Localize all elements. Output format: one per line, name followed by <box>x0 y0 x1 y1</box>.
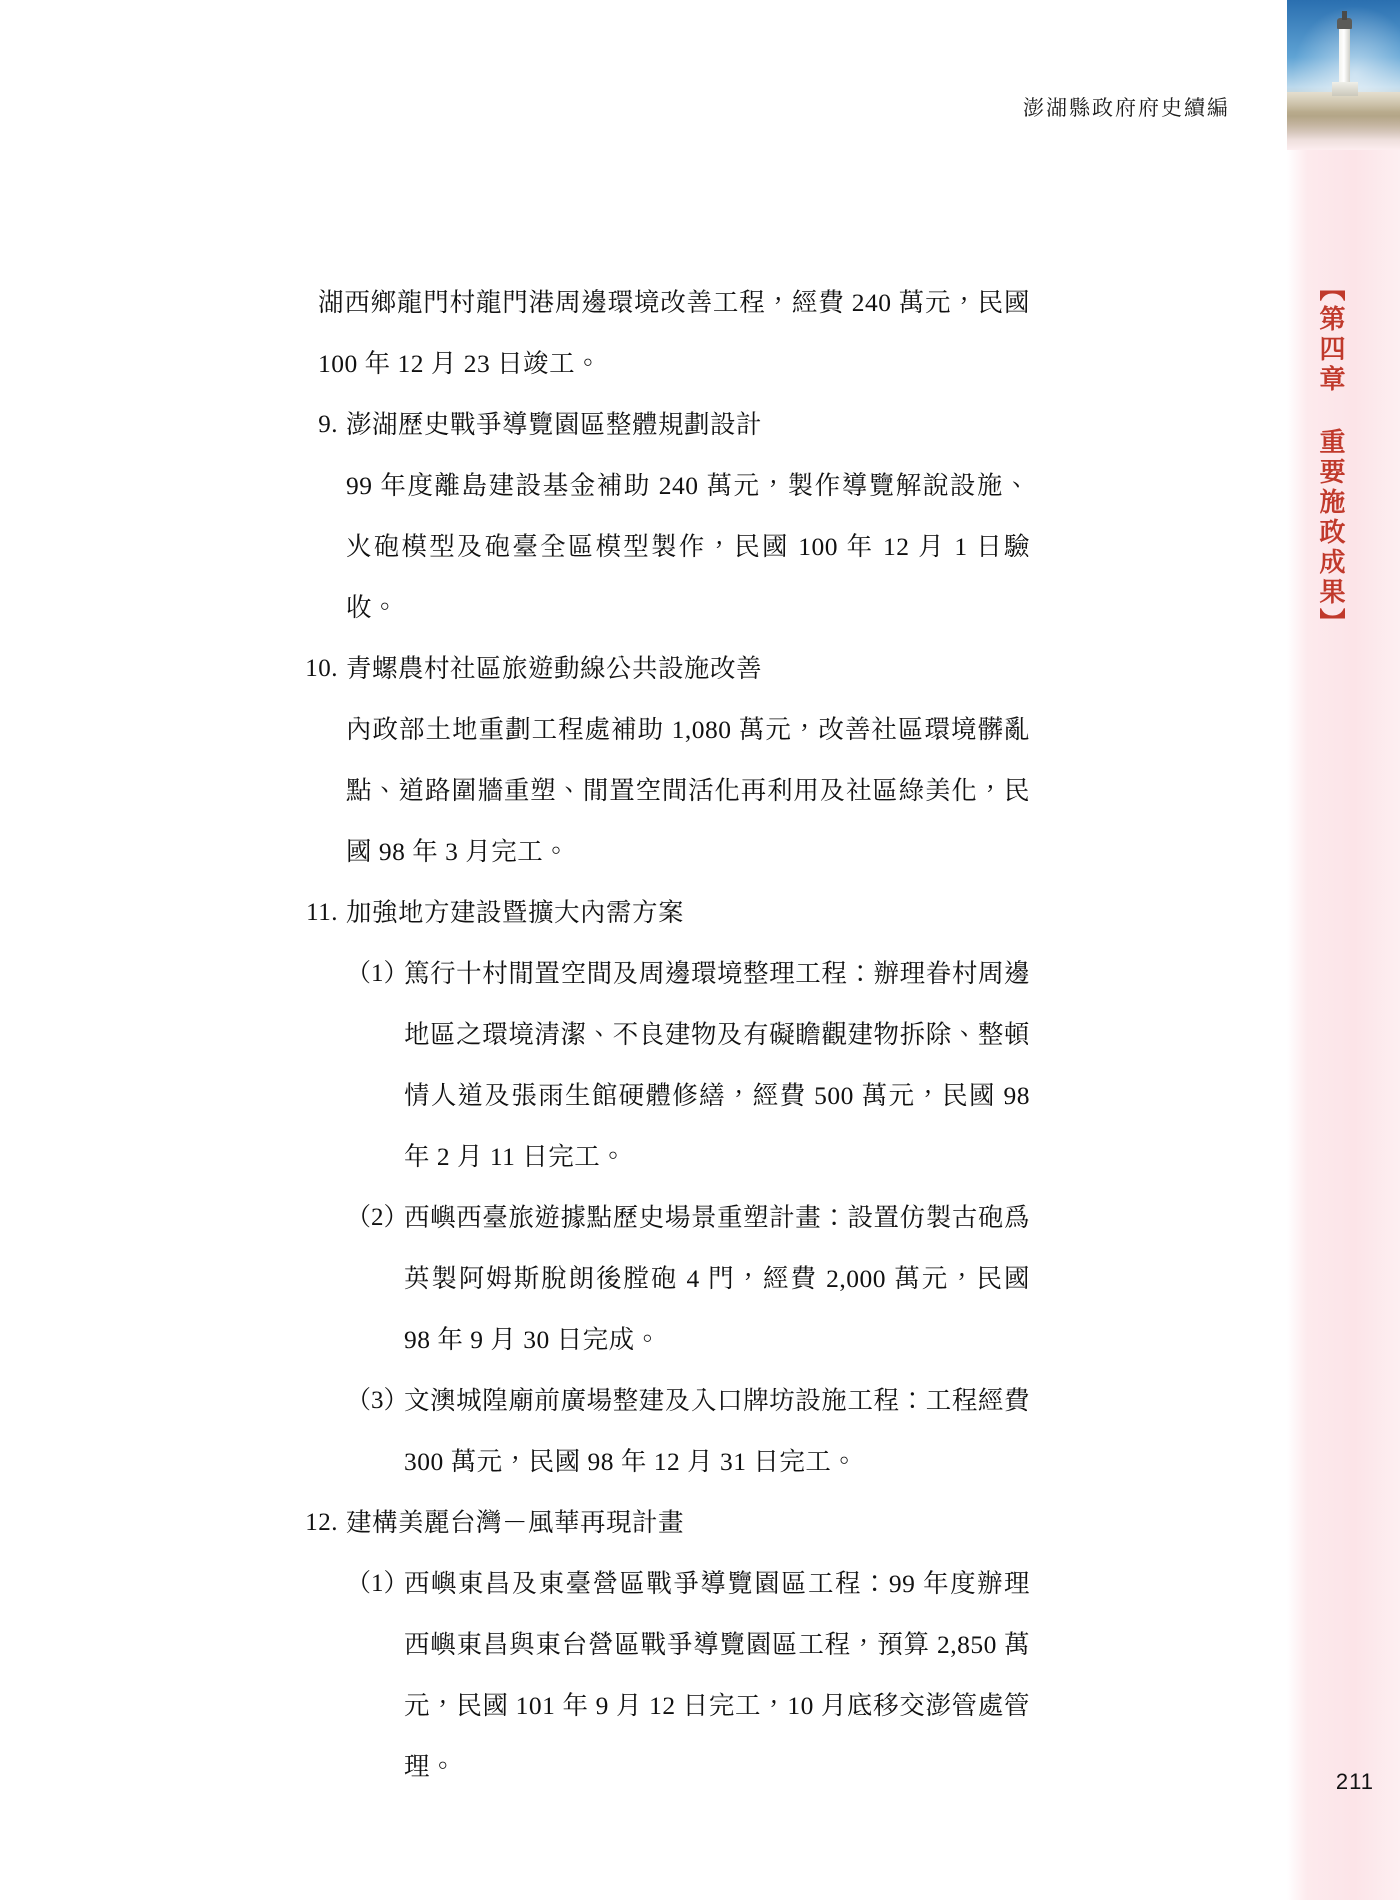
list-item <box>300 394 1030 455</box>
list-item-body: 99 年度離島建設基金補助 240 萬元，製作導覽解說設施、火砲模型及砲臺全區模型製作，民國 100 年 12 月 1 日驗收。 <box>346 471 1030 622</box>
list-item-title: 建構美麗台灣－風華再現計畫 <box>346 1508 685 1537</box>
photo-fade <box>1287 116 1400 150</box>
lead-paragraph: 湖西鄉龍門村龍門港周邊環境改善工程，經費 240 萬元，民國 100 年 12 月 23 日竣工。 <box>318 288 1030 378</box>
sub-list-item-text: 西嶼東昌及東臺營區戰爭導覽園區工程：99 年度辦理西嶼東昌與東台營區戰爭導覽園區工程，預算 2,850 萬元，民國 101 年 9 月 12 日完工，10 月底移交澎管處管理。 <box>404 1569 1030 1781</box>
list-item <box>300 1492 1030 1553</box>
sub-list-item <box>300 943 1030 1187</box>
sub-list-item <box>300 1187 1030 1370</box>
list-item <box>300 638 1030 699</box>
list-item-number: 10. <box>305 655 338 682</box>
sub-list-item <box>300 1370 1030 1492</box>
chapter-tab-label: 【第四章 重要施政成果】 <box>1315 275 1345 638</box>
lighthouse-photo <box>1287 0 1400 150</box>
list-item-title: 澎湖歷史戰爭導覽園區整體規劃設計 <box>346 410 763 439</box>
sub-list-item-text: 西嶼西臺旅遊據點歷史場景重塑計畫：設置仿製古砲爲英製阿姆斯脫朗後膛砲 4 門，經費 2,000 萬元，民國 98 年 9 月 30 日完成。 <box>404 1203 1030 1354</box>
chapter-tab <box>1301 275 1359 638</box>
sub-list-item-text: 篤行十村閒置空間及周邊環境整理工程：辦理眷村周邊地區之環境清潔、不良建物及有礙瞻觀建物拆除、整頓情人道及張雨生館硬體修繕，經費 500 萬元，民國 98 年 2 月 11 日完工。 <box>404 959 1030 1171</box>
lighthouse-tower <box>1339 26 1350 88</box>
list-item-number: 9. <box>318 411 338 438</box>
list-item-title: 青螺農村社區旅遊動線公共設施改善 <box>346 654 763 683</box>
side-band <box>1287 0 1400 1900</box>
sub-list-item-number: （3） <box>346 1387 409 1414</box>
list-item <box>300 882 1030 943</box>
list-item-title: 加強地方建設暨擴大內需方案 <box>346 898 685 927</box>
running-header: 澎湖縣政府府史續編 <box>1023 96 1230 120</box>
sub-list-item-text: 文澳城隍廟前廣場整建及入口牌坊設施工程：工程經費 300 萬元，民國 98 年 12 月 31 日完工。 <box>404 1386 1030 1476</box>
list-item-body: 內政部土地重劃工程處補助 1,080 萬元，改善社區環境髒亂點、道路圍牆重塑、閒置空間活化再利用及社區綠美化，民國 98 年 3 月完工。 <box>346 715 1030 866</box>
body-text-column <box>300 272 1030 1797</box>
sub-list-item-number: （1） <box>346 1570 409 1597</box>
lighthouse-cap <box>1342 11 1347 20</box>
sub-list-item <box>300 1553 1030 1797</box>
sub-list-item-number: （1） <box>346 960 409 987</box>
page-number: 211 <box>1335 1769 1374 1794</box>
list-item-number: 11. <box>306 899 338 926</box>
lighthouse-base <box>1332 82 1358 96</box>
list-item-number: 12. <box>305 1509 338 1536</box>
sub-list-item-number: （2） <box>346 1204 409 1231</box>
